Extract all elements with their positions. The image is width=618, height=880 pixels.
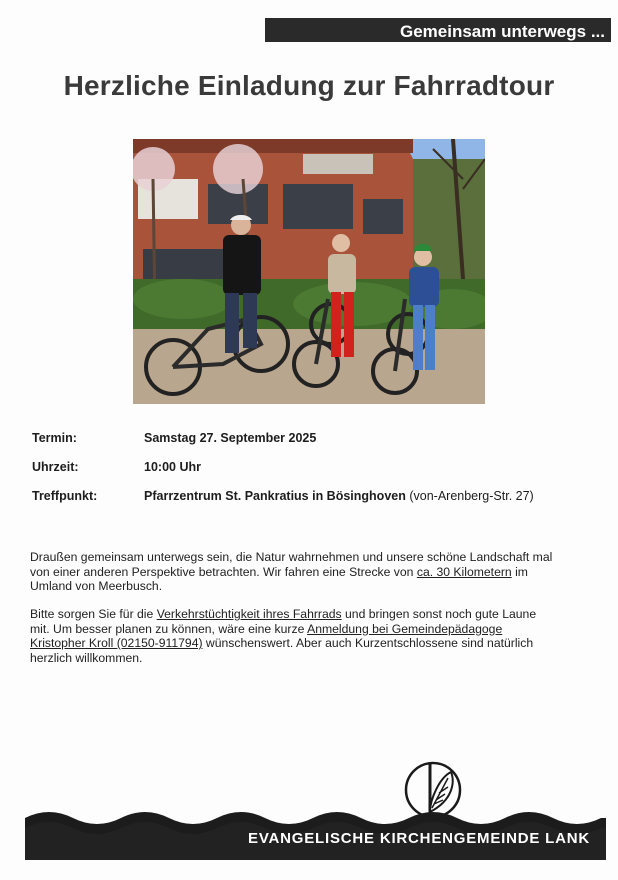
termin-value: Samstag 27. September 2025	[144, 431, 317, 445]
para1-line2	[30, 565, 590, 580]
intro-paragraph	[30, 550, 590, 594]
para2-line2-start: mit. Um besser planen zu können, wäre eine kurze	[30, 621, 308, 636]
para2-line1-start: Bitte sorgen Sie für die	[30, 607, 157, 621]
registration-paragraph	[30, 607, 590, 665]
para2-line3-end: wünschenswert. Aber auch Kurzentschlossene sind natürlich	[202, 636, 534, 650]
treffpunkt-label: Treffpunkt:	[32, 489, 98, 503]
footer-organization: EVANGELISCHE KIRCHENGEMEINDE LANK	[248, 830, 590, 847]
para2-line3	[30, 636, 590, 651]
para1-line2-end: im	[511, 564, 528, 579]
cyclists-photo	[133, 139, 485, 404]
treffpunkt-place: Pfarrzentrum St. Pankratius in Bösinghoven	[144, 489, 406, 503]
para2-line4: herzlich willkommen.	[30, 650, 143, 665]
registration-link: Anmeldung bei Gemeindepädagoge	[307, 621, 503, 636]
para1-line3: Umland von Meerbusch.	[30, 579, 163, 593]
bike-safety-text: Verkehrstüchtigkeit ihres Fahrrads	[156, 607, 342, 621]
treffpunkt-value	[144, 489, 534, 503]
photo-illustration	[133, 139, 485, 404]
para1-line1: Draußen gemeinsam unterwegs sein, die Natur wahrnehmen und unsere schöne Landschaft mal	[30, 550, 553, 564]
distance-link: ca. 30 Kilometern	[416, 564, 512, 579]
header-banner: Gemeinsam unterwegs ...	[265, 18, 611, 42]
para2-line1	[30, 607, 590, 622]
uhrzeit-value: 10:00 Uhr	[144, 460, 201, 474]
treffpunkt-address: (von-Arenberg-Str. 27)	[409, 489, 534, 503]
para2-line1-end: und bringen sonst noch gute Laune	[341, 607, 537, 621]
termin-label: Termin:	[32, 431, 77, 445]
para1-line2-start: von einer anderen Perspektive betrachten. Wir fahren eine Strecke von	[30, 564, 417, 579]
page-title: Herzliche Einladung zur Fahrradtour	[63, 70, 555, 101]
uhrzeit-label: Uhrzeit:	[32, 460, 79, 474]
contact-link: Kristopher Kroll (02150-911794)	[30, 636, 203, 650]
para2-line2	[30, 622, 590, 637]
